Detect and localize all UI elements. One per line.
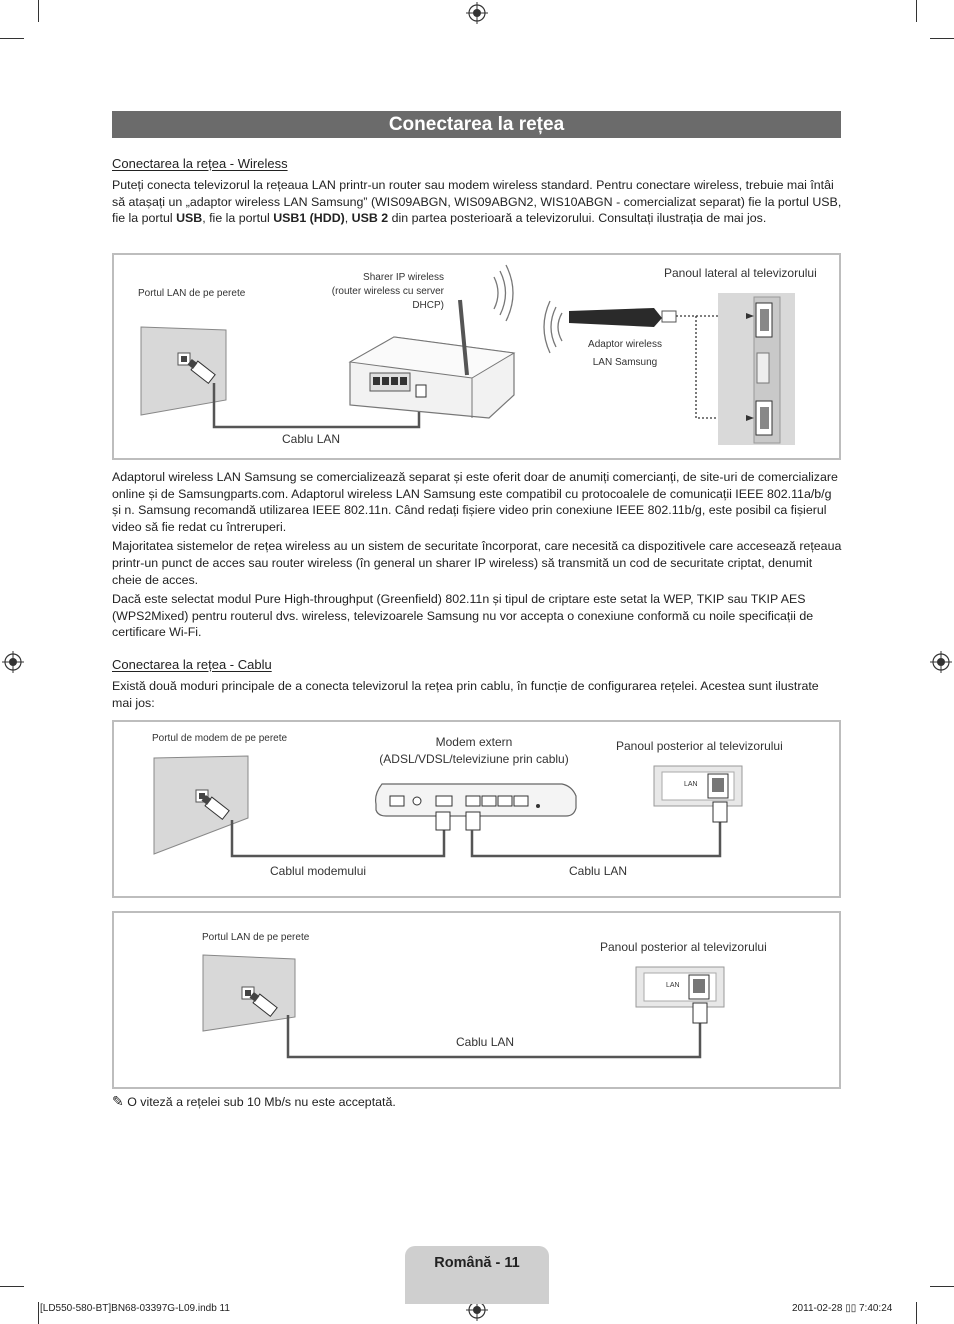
cable-diagram-direct: [112, 911, 841, 1089]
cable-diagram-modem: [112, 720, 841, 898]
lan-cable-label: Cablu LAN: [282, 432, 341, 446]
footer-timestamp: 2011-02-28 ▯▯ 7:40:24: [792, 1303, 893, 1314]
page-number: Română - 11: [434, 1255, 520, 1271]
page-number-tab: [405, 1246, 549, 1304]
lan-cable-label: Cablu LAN: [456, 1035, 515, 1049]
wireless-diagram: [112, 253, 841, 460]
wireless-paragraph: Adaptorul wireless LAN Samsung se comercializează separat și este oferit doar de anumiți comercianți, de site-uri de comercializare online și de Samsungparts.com. Adaptorul wireless LAN Samsung este compatibil cu protocoalele de comunicații IEEE 802.11a/b/g și n. Samsung recomandă utilizarea IEEE 802.11n. Când redați fișiere video prin conexiune IEEE 802.11b/g, este posibil ca fișierul video să fie redat cu întreruperi.: [112, 470, 838, 534]
wall-port-label: Portul LAN de pe perete: [138, 288, 246, 299]
modem-cable-label: Cablul modemului: [270, 864, 367, 878]
lan-port-label: LAN: [684, 781, 698, 788]
tv-side-panel-label: Panoul lateral al televizorului: [664, 266, 817, 280]
cable-intro: Există două moduri principale de a conecta televizorul la rețea prin cablu, în funcție de configurarea rețelei. Acestea sunt ilustrate mai jos:: [112, 679, 819, 710]
crop-mark: [916, 1302, 917, 1324]
wireless-intro-text: Puteți conecta televizorul la rețeaua LAN printr-un router sau modem wireless standard. Pentru conectare wireless, trebuie mai întâi să atașați un „adaptor wireless LAN Samsung” (WIS09ABGN, WIS09ABGN2, WIS10ABGN - comercializat separat) fie la portul USB, fie la portul USB, fie la portul USB1 (HDD), USB 2 din partea posterioară a televizorului. Consultați ilustrația de mai jos.: [112, 178, 842, 226]
tv-rear-panel-label: Panoul posterior al televizorului: [600, 940, 767, 954]
wall-port-label: Portul LAN de pe perete: [202, 932, 310, 943]
registration-mark-icon: [2, 651, 24, 673]
page-title: Conectarea la rețea: [112, 111, 841, 138]
note-text: O viteză a rețelei sub 10 Mb/s nu este acceptată.: [127, 1095, 396, 1109]
bold-port-name: USB 2: [351, 211, 389, 226]
adapter-label-1: Adaptor wireless: [588, 339, 662, 350]
wireless-paragraphs: [112, 469, 842, 641]
crop-mark: [0, 1286, 24, 1287]
lan-cable-label: Cablu LAN: [569, 864, 628, 878]
wireless-intro: [112, 177, 842, 227]
sharer-label-2: (router wireless cu server: [331, 286, 444, 297]
crop-mark: [38, 0, 39, 22]
modem-label-2: (ADSL/VDSL/televiziune prin cablu): [379, 752, 569, 766]
crop-mark: [38, 1302, 39, 1324]
pencil-note-icon: ✎: [112, 1093, 124, 1109]
wireless-heading: Conectarea la rețea - Wireless: [112, 156, 288, 171]
footer-file-info: [LD550-580-BT]BN68-03397G-L09.indb 11: [40, 1303, 230, 1314]
crop-mark: [930, 38, 954, 39]
modem-wall-port-label: Portul de modem de pe perete: [152, 733, 288, 744]
adapter-label-2: LAN Samsung: [592, 357, 658, 368]
bold-port-name: USB: [176, 211, 203, 226]
crop-mark: [916, 0, 917, 22]
sharer-label-1: Sharer IP wireless: [363, 272, 444, 283]
tv-rear-panel-label: Panoul posterior al televizorului: [616, 739, 783, 753]
crop-mark: [930, 1286, 954, 1287]
registration-mark-icon: [466, 2, 488, 24]
cable-heading: Conectarea la rețea - Cablu: [112, 657, 272, 672]
bold-port-name: USB1 (HDD): [273, 211, 345, 226]
lan-port-label: LAN: [666, 982, 680, 989]
crop-mark: [0, 38, 24, 39]
wireless-diagram-art: [114, 255, 839, 458]
wireless-paragraph: Majoritatea sistemelor de rețea wireless au un sistem de securitate încorporat, care necesită ca dispozitivele care accesează rețeaua printr-un punct de acces sau router wireless (în general un sharer IP wireless) să transmită un cod de securitate criptat, denumit cheie de acces.: [112, 539, 842, 587]
note: [112, 1093, 396, 1110]
modem-label-1: Modem extern: [435, 735, 513, 749]
registration-mark-icon: [930, 651, 952, 673]
wireless-paragraph: Dacă este selectat modul Pure High-throughput (Greenfield) 802.11n și tipul de criptare este setat la WEP, TKIP sau TKIP AES (WPS2Mixed) pentru routerul dvs. wireless, televizoarele Samsung nu vor accepta o conexiune conformă cu noile specificații de certificare Wi-Fi.: [112, 592, 814, 640]
sharer-label-3: DHCP): [412, 300, 444, 311]
